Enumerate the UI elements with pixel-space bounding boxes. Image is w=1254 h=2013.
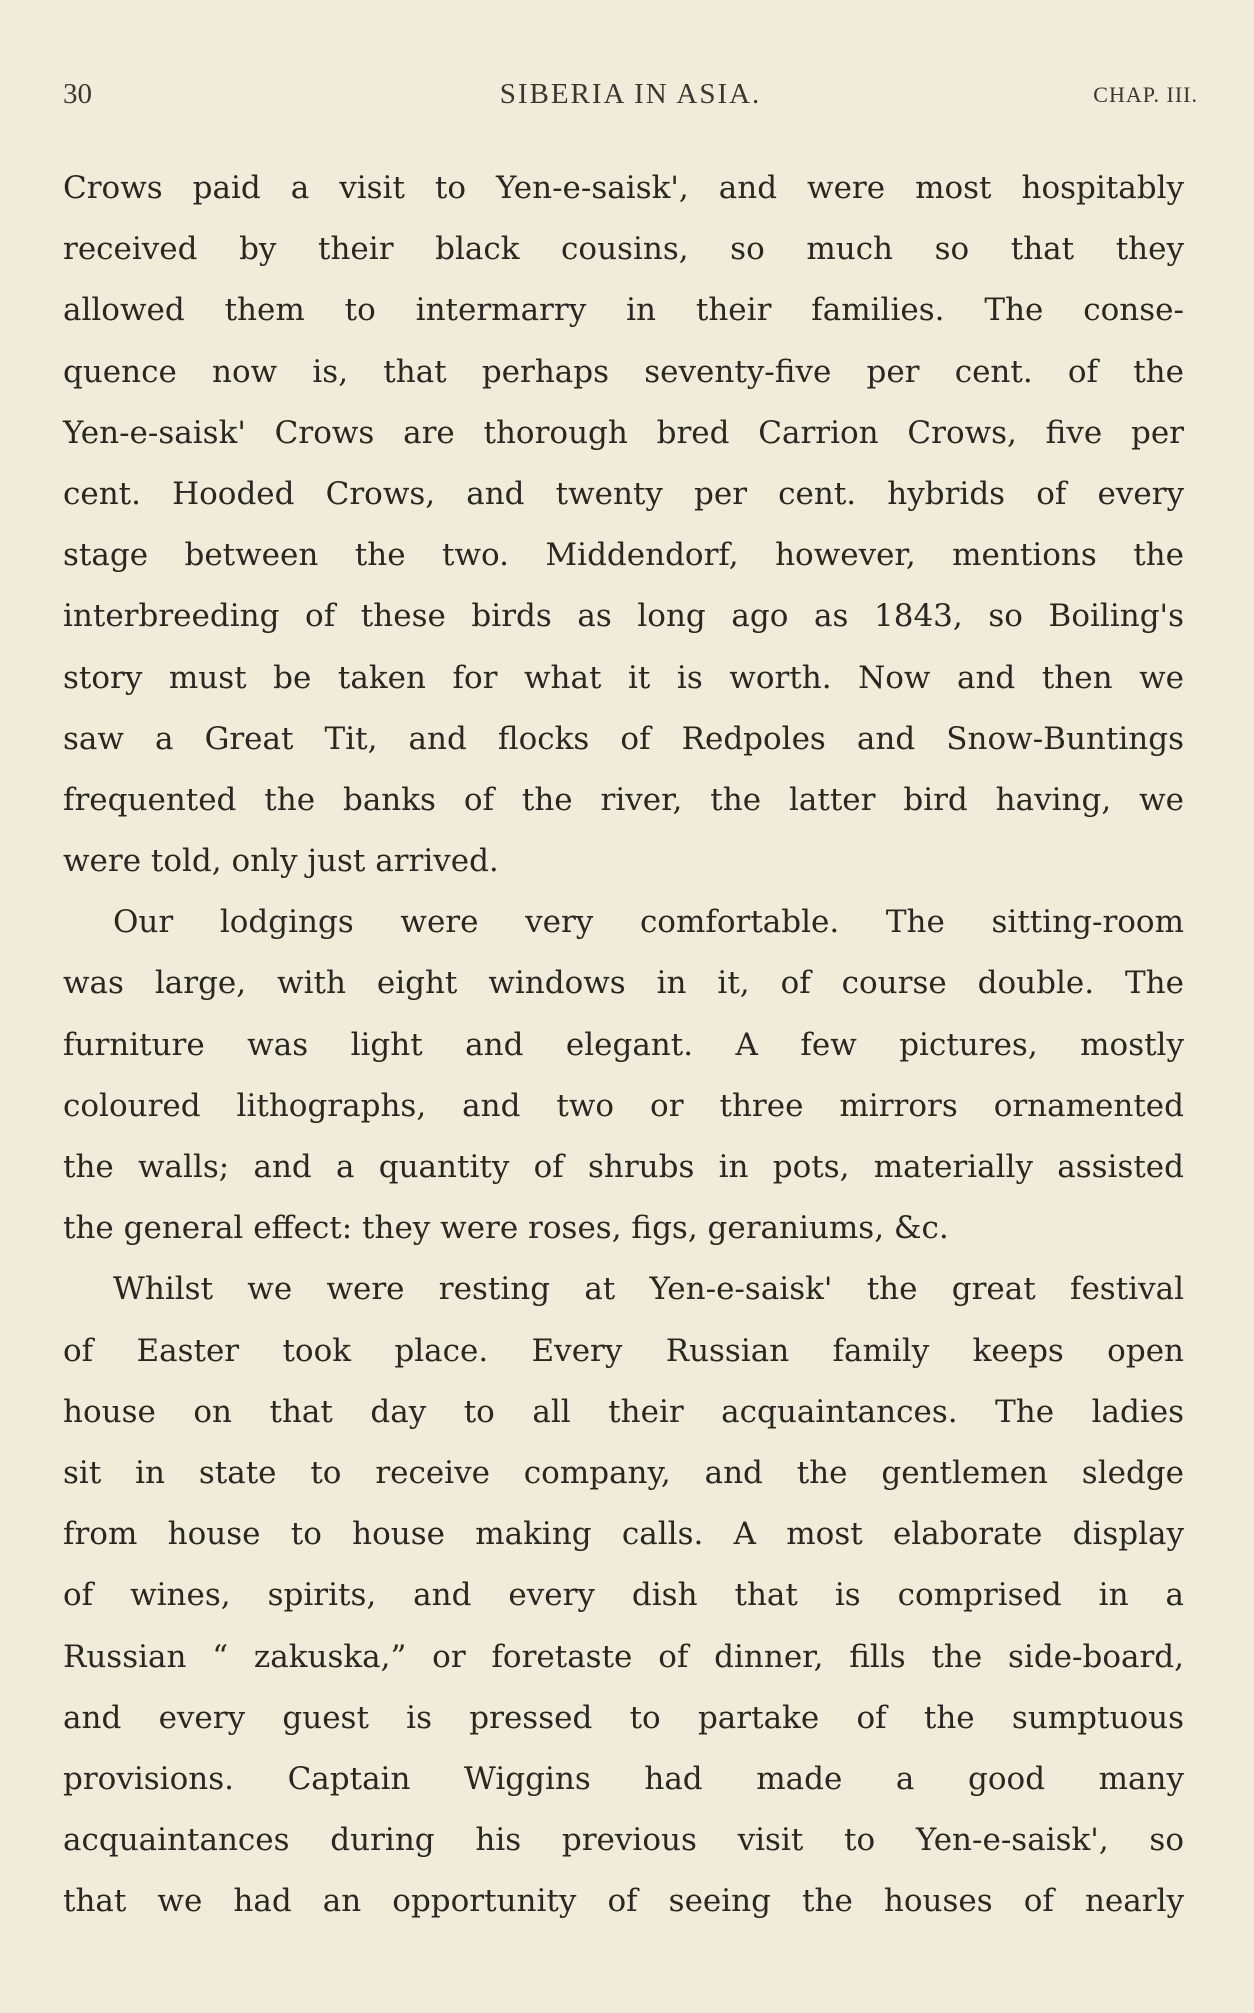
running-title: SIBERIA IN ASIA. bbox=[499, 78, 762, 110]
text-line: was large, with eight windows in it, of course double. The bbox=[63, 965, 1184, 1002]
body-text bbox=[63, 158, 1184, 1932]
text-line: saw a Great Tit, and flocks of Redpoles and Snow-Buntings bbox=[63, 720, 1184, 757]
text-line: stage between the two. Middendorf, however, mentions the bbox=[63, 537, 1184, 574]
text-line: from house to house making calls. A most elaborate display bbox=[63, 1516, 1184, 1553]
text-line: house on that day to all their acquaintances. The ladies bbox=[63, 1393, 1184, 1430]
text-line: Russian “ zakuska,” or foretaste of dinner, fills the side-board, bbox=[63, 1638, 1184, 1675]
text-line: cent. Hooded Crows, and twenty per cent. hybrids of every bbox=[63, 475, 1184, 512]
text-line: sit in state to receive company, and the gentlemen sledge bbox=[63, 1454, 1184, 1491]
text-line: were told, only just arrived. bbox=[63, 843, 499, 880]
page-header bbox=[63, 78, 1198, 118]
text-line: quence now is, that perhaps seventy-five per cent. of the bbox=[63, 353, 1184, 390]
text-line: story must be taken for what it is worth. Now and then we bbox=[63, 659, 1184, 696]
text-line: interbreeding of these birds as long ago as 1843, so Boiling's bbox=[63, 598, 1184, 635]
text-line: frequented the banks of the river, the latter bird having, we bbox=[63, 781, 1184, 818]
text-line: furniture was light and elegant. A few pictures, mostly bbox=[63, 1026, 1184, 1063]
text-line: the general effect: they were roses, figs, geraniums, &c. bbox=[63, 1210, 949, 1247]
text-line: that we had an opportunity of seeing the houses of nearly bbox=[63, 1883, 1184, 1920]
chapter-label: CHAP. III. bbox=[1093, 82, 1198, 107]
text-line: Our lodgings were very comfortable. The sitting-room bbox=[113, 904, 1184, 941]
text-line: the walls; and a quantity of shrubs in pots, materially assisted bbox=[63, 1149, 1184, 1185]
text-line: Yen-e-saisk' Crows are thorough bred Carrion Crows, five per bbox=[63, 414, 1184, 451]
text-line: of Easter took place. Every Russian family keeps open bbox=[63, 1332, 1184, 1369]
text-line: Whilst we were resting at Yen-e-saisk' the great festival bbox=[113, 1271, 1184, 1308]
text-line: Crows paid a visit to Yen-e-saisk', and were most hospitably bbox=[63, 170, 1184, 206]
page-number: 30 bbox=[63, 78, 92, 110]
text-line: of wines, spirits, and every dish that is comprised in a bbox=[63, 1577, 1184, 1614]
text-line: received by their black cousins, so much so that they bbox=[63, 231, 1184, 268]
text-line: provisions. Captain Wiggins had made a good many bbox=[63, 1760, 1184, 1797]
text-line: coloured lithographs, and two or three mirrors ornamented bbox=[63, 1087, 1184, 1124]
text-line: acquaintances during his previous visit to Yen-e-saisk', so bbox=[63, 1822, 1184, 1859]
text-line: allowed them to intermarry in their families. The conse- bbox=[63, 292, 1184, 329]
text-line: and every guest is pressed to partake of the sumptuous bbox=[63, 1699, 1184, 1736]
